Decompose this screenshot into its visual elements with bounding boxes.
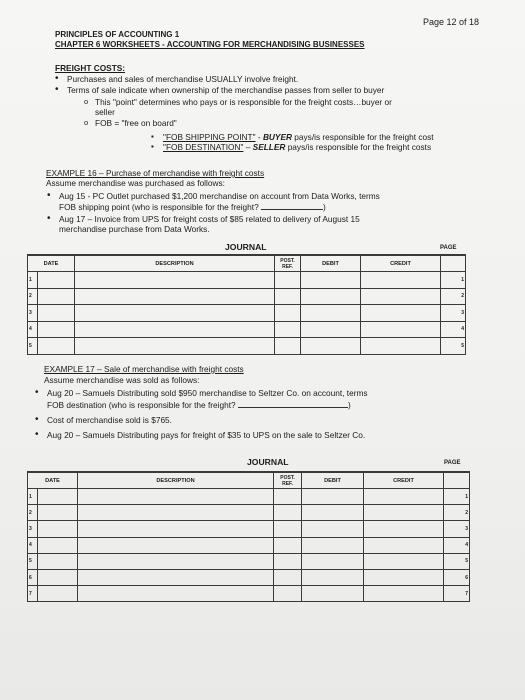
journal-1-header-row [28, 255, 466, 272]
journal-1-row-number-left: 4 [28, 321, 38, 338]
journal-2-row [28, 553, 470, 569]
journal-2-description-cell[interactable] [78, 569, 274, 585]
journal-1-description-header: DESCRIPTION [75, 255, 275, 272]
answer-blank-1[interactable] [261, 201, 323, 210]
journal-1-description-cell[interactable] [75, 321, 275, 338]
journal-2-description-cell[interactable] [78, 537, 274, 553]
journal-1-row-number-right: 4 [441, 321, 466, 338]
journal-2-row-number-left: 7 [28, 586, 38, 602]
journal-1-debit-header: DEBIT [301, 255, 361, 272]
journal-2-row-number-right: 4 [444, 537, 470, 553]
journal-2-row-number-right: 5 [444, 553, 470, 569]
journal-2-table [27, 471, 470, 602]
journal-1-date-cell[interactable] [38, 305, 75, 322]
journal-1-date-cell[interactable] [38, 272, 75, 289]
journal-2-row-number-left: 3 [28, 521, 38, 537]
journal-1-table [27, 254, 466, 355]
chapter-title: CHAPTER 6 WORKSHEETS - ACCOUNTING FOR MERCHANDISING BUSINESSES [55, 40, 365, 49]
fob-destination-line: ▪ "FOB DESTINATION" – SELLER pays/is responsible for the freight costs [163, 142, 431, 152]
journal-1-postref-cell[interactable] [275, 321, 301, 338]
journal-2-date-header: DATE [28, 472, 78, 489]
example-16-bullet-1a: • Aug 15 - PC Outlet purchased $1,200 merchandise on account from Data Works, terms [59, 191, 380, 201]
journal-1-row-number-right: 2 [441, 288, 466, 305]
journal-2-row-number-right: 1 [444, 489, 470, 505]
journal-2-debit-cell[interactable] [302, 537, 364, 553]
journal-2-date-cell[interactable] [38, 537, 78, 553]
journal-1-debit-cell[interactable] [301, 338, 361, 355]
journal-2-debit-cell[interactable] [302, 505, 364, 521]
journal-1-postref-header: POST. REF. [275, 255, 301, 272]
journal-1-postref-cell[interactable] [275, 288, 301, 305]
journal-2-date-cell[interactable] [38, 569, 78, 585]
journal-1-description-cell[interactable] [75, 338, 275, 355]
fob-destination-term: "FOB DESTINATION" [163, 142, 244, 152]
journal-2-description-cell[interactable] [78, 489, 274, 505]
journal-2-postref-header: POST. REF. [274, 472, 302, 489]
journal-2-debit-header: DEBIT [302, 472, 364, 489]
freight-bullet-1: • Purchases and sales of merchandise USUALLY involve freight. [67, 74, 298, 84]
example-17-bullet-3: • Aug 20 – Samuels Distributing pays for freight of $35 to UPS on the sale to Seltzer Co. [47, 430, 365, 440]
journal-2-title: JOURNAL [247, 457, 289, 467]
example-16-bullet-2b: merchandise purchase from Data Works. [59, 224, 210, 234]
page-number: Page 12 of 18 [423, 17, 480, 27]
journal-1-credit-cell[interactable] [361, 305, 441, 322]
journal-1-row [28, 272, 466, 289]
journal-1-row [28, 321, 466, 338]
example-17-bullet-1b: FOB destination (who is responsible for the freight? ) [47, 400, 351, 410]
journal-2-row [28, 586, 470, 602]
journal-2-row-number-left: 5 [28, 553, 38, 569]
journal-2-row [28, 505, 470, 521]
freight-bullet-2: • Terms of sale indicate when ownership of the merchandise passes from seller to buyer [67, 85, 384, 95]
journal-2-postref-cell[interactable] [274, 537, 302, 553]
journal-2-debit-cell[interactable] [302, 521, 364, 537]
example-17-intro: Assume merchandise was sold as follows: [44, 375, 200, 385]
journal-2-body [28, 489, 470, 602]
journal-1-date-cell[interactable] [38, 288, 75, 305]
journal-2-postref-cell[interactable] [274, 505, 302, 521]
journal-1-row-number-right: 1 [441, 272, 466, 289]
journal-2-date-cell[interactable] [38, 521, 78, 537]
journal-1-debit-cell[interactable] [301, 321, 361, 338]
example-16-bullet-1b: FOB shipping point (who is responsible for the freight? ) [59, 202, 326, 212]
journal-2-postref-cell[interactable] [274, 489, 302, 505]
journal-1-debit-cell[interactable] [301, 272, 361, 289]
example-16-title: EXAMPLE 16 – Purchase of merchandise with freight costs [46, 168, 265, 178]
journal-1-date-header: DATE [28, 255, 75, 272]
journal-1-row [28, 305, 466, 322]
journal-2-credit-cell[interactable] [364, 489, 444, 505]
journal-1-credit-cell[interactable] [361, 272, 441, 289]
journal-2-credit-cell[interactable] [364, 553, 444, 569]
journal-1-row [28, 288, 466, 305]
journal-1-description-cell[interactable] [75, 288, 275, 305]
journal-2-row [28, 489, 470, 505]
journal-2-debit-cell[interactable] [302, 553, 364, 569]
journal-2-credit-cell[interactable] [364, 521, 444, 537]
journal-2-credit-header: CREDIT [364, 472, 444, 489]
journal-2-row-number-left: 4 [28, 537, 38, 553]
journal-1-postref-cell[interactable] [275, 272, 301, 289]
journal-2-date-cell[interactable] [38, 553, 78, 569]
freight-heading: FREIGHT COSTS: [55, 63, 126, 73]
journal-2-postref-cell[interactable] [274, 553, 302, 569]
example-16-bullet-2a: • Aug 17 – Invoice from UPS for freight costs of $85 related to delivery of August 15 [59, 214, 360, 224]
journal-2-description-cell[interactable] [78, 521, 274, 537]
journal-1-row-number-right: 5 [441, 338, 466, 355]
answer-blank-2[interactable] [238, 399, 348, 408]
journal-2-row-number-right: 7 [444, 586, 470, 602]
journal-1-credit-cell[interactable] [361, 338, 441, 355]
journal-1-row [28, 338, 466, 355]
journal-2-description-cell[interactable] [78, 586, 274, 602]
freight-sub-2: o FOB = "free on board" [95, 118, 177, 128]
journal-2-row [28, 537, 470, 553]
journal-1-row-number-left: 3 [28, 305, 38, 322]
journal-1-postref-cell[interactable] [275, 338, 301, 355]
journal-2-date-cell[interactable] [38, 505, 78, 521]
seller-label: SELLER [252, 142, 286, 152]
journal-2-debit-cell[interactable] [302, 489, 364, 505]
journal-2-row-number-left: 6 [28, 569, 38, 585]
journal-1-title: JOURNAL [225, 242, 267, 252]
journal-2-date-cell[interactable] [38, 489, 78, 505]
fob-shipping-point-line: ▪ "FOB SHIPPING POINT" - BUYER pays/is responsible for the freight cost [163, 132, 434, 142]
journal-1-credit-header: CREDIT [361, 255, 441, 272]
journal-2-row [28, 569, 470, 585]
journal-2-debit-cell[interactable] [302, 586, 364, 602]
journal-2-postref-cell[interactable] [274, 521, 302, 537]
journal-1-row-number-left: 1 [28, 272, 38, 289]
journal-2-row-number-left: 2 [28, 505, 38, 521]
example-16-intro: Assume merchandise was purchased as follows: [46, 178, 225, 188]
journal-2-row-number-right: 6 [444, 569, 470, 585]
fob-shipping-term: "FOB SHIPPING POINT" [163, 132, 256, 142]
journal-2-credit-cell[interactable] [364, 586, 444, 602]
journal-2-credit-cell[interactable] [364, 537, 444, 553]
journal-2-description-cell[interactable] [78, 505, 274, 521]
journal-1-debit-cell[interactable] [301, 288, 361, 305]
example-17-bullet-1a: • Aug 20 – Samuels Distributing sold $950 merchandise to Seltzer Co. on account, terms [47, 388, 368, 398]
journal-1-postref-cell[interactable] [275, 305, 301, 322]
journal-2-postref-cell[interactable] [274, 586, 302, 602]
journal-1-row-number-left: 2 [28, 288, 38, 305]
journal-2-page-label: PAGE [444, 460, 461, 466]
journal-1-description-cell[interactable] [75, 305, 275, 322]
freight-sub-1a: o This "point" determines who pays or is responsible for the freight costs…buyer or [95, 97, 392, 107]
journal-1-date-cell[interactable] [38, 338, 75, 355]
journal-1-description-cell[interactable] [75, 272, 275, 289]
journal-1-debit-cell[interactable] [301, 305, 361, 322]
example-17-bullet-2: • Cost of merchandise sold is $765. [47, 415, 172, 425]
journal-2-row-number-right: 2 [444, 505, 470, 521]
journal-1-page-label: PAGE [440, 245, 457, 251]
journal-1-date-cell[interactable] [38, 321, 75, 338]
journal-1-row-number-left: 5 [28, 338, 38, 355]
journal-1-row-number-right: 3 [441, 305, 466, 322]
journal-2-credit-cell[interactable] [364, 569, 444, 585]
buyer-label: BUYER [262, 132, 292, 142]
journal-2-postref-cell[interactable] [274, 569, 302, 585]
journal-1-credit-cell[interactable] [361, 321, 441, 338]
example-17-title: EXAMPLE 17 – Sale of merchandise with freight costs [44, 364, 244, 374]
journal-2-debit-cell[interactable] [302, 569, 364, 585]
journal-1-body [28, 272, 466, 355]
journal-2-credit-cell[interactable] [364, 505, 444, 521]
journal-1-credit-cell[interactable] [361, 288, 441, 305]
journal-2-date-cell[interactable] [38, 586, 78, 602]
journal-2-description-header: DESCRIPTION [78, 472, 274, 489]
journal-2-description-cell[interactable] [78, 553, 274, 569]
freight-sub-1b: seller [95, 107, 115, 117]
journal-2-row [28, 521, 470, 537]
journal-2-header-row [28, 472, 470, 489]
journal-2-row-number-left: 1 [28, 489, 38, 505]
journal-2-row-number-right: 3 [444, 521, 470, 537]
course-title: PRINCIPLES OF ACCOUNTING 1 [55, 30, 180, 39]
